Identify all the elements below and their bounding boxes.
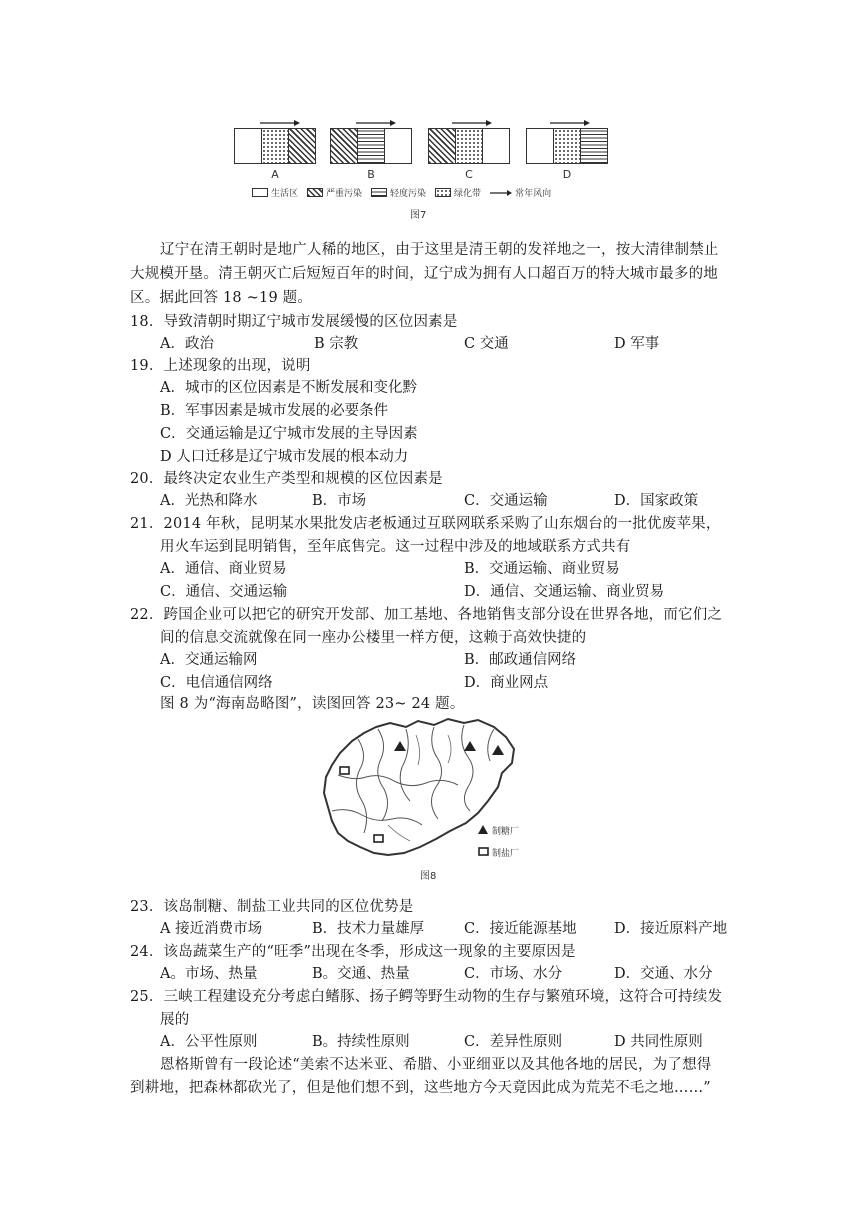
q23-option-a: A 接近消费市场 [160, 921, 263, 937]
q21-option-a: A．通信、商业贸易 [160, 561, 287, 577]
panel-label: D [562, 168, 572, 181]
panel-c [428, 128, 510, 164]
figure-8-map [318, 715, 540, 885]
figure-8-caption: 图8 [420, 871, 437, 882]
question-23-stem: 23．该岛制糖、制盐工业共同的区位优势是 [130, 899, 414, 915]
q21-option-b: B．交通运输、商业贸易 [464, 561, 620, 577]
q25-option-d: D 共同性原则 [614, 1034, 703, 1050]
q22-option-c: C．电信通信网络 [160, 675, 273, 691]
figure-7-legend [252, 186, 560, 199]
q21-option-c: C．通信、交通运输 [160, 584, 288, 600]
hainan-island-map [318, 715, 540, 865]
question-21-stem-cont: 用火车运到昆明销售，至年底售完。这一过程中涉及的地域联系方式共有 [160, 539, 631, 555]
legend-live: 生活区 [271, 189, 299, 199]
q25-option-c: C．差异性原则 [464, 1034, 563, 1050]
question-20-stem: 20．最终决定农业生产类型和规模的区位因素是 [130, 471, 443, 487]
closing-line: 到耕地，把森林都砍光了，但是他们想不到，这些地方今天竟因此成为荒芜不毛之地……” [130, 1080, 711, 1096]
sugar-factory-icon [464, 741, 476, 751]
legend-wind: 常年风向 [515, 189, 552, 199]
wind-arrow-icon [550, 120, 590, 126]
question-18-stem: 18．导致清朝时期辽宁城市发展缓慢的区位因素是 [130, 314, 458, 330]
panel-label: A [271, 168, 279, 181]
question-25-stem-cont: 展的 [160, 1012, 190, 1028]
wind-arrow-icon [260, 120, 300, 126]
q25-option-a: A．公平性原则 [160, 1034, 258, 1050]
q21-option-d: D．通信、交通运输、商业贸易 [464, 584, 665, 600]
question-25-stem: 25．三峡工程建设充分考虑白鳍豚、扬子鳄等野生动物的生存与繁殖环境，这符合可持续发 [130, 989, 723, 1005]
q22-option-b: B．邮政通信网络 [464, 652, 577, 668]
arrow-icon [490, 190, 512, 196]
q24-option-c: C．市场、水分 [464, 966, 563, 982]
legend-light: 轻度污染 [390, 189, 427, 199]
question-19-stem: 19．上述现象的出现，说明 [130, 358, 311, 374]
intro-line: 区。据此回答 18 ~19 题。 [130, 290, 313, 306]
q23-option-c: C．接近能源基地 [464, 921, 577, 937]
question-24-stem: 24．该岛蔬菜生产的“旺季”出现在冬季，形成这一现象的主要原因是 [130, 944, 576, 960]
q20-option-d: D．国家政策 [614, 493, 699, 509]
q24-option-d: D．交通、水分 [614, 966, 713, 982]
panel-a [234, 128, 316, 164]
question-22-stem: 22．跨国企业可以把它的研究开发部、加工基地、各地销售支部分设在世界各地，而它们之 [130, 607, 723, 623]
q24-option-b: B。交通、热量 [312, 966, 410, 982]
panel-label: C [465, 168, 473, 181]
panel-b [330, 128, 412, 164]
q18-option-a: A．政治 [160, 336, 214, 352]
wind-arrow-icon [452, 120, 492, 126]
panel-d [526, 128, 608, 164]
legend-salt-factory: 制盐厂 [492, 849, 520, 859]
q25-option-b: B。持续性原则 [312, 1034, 410, 1050]
q19-option-b: B．军事因素是城市发展的必要条件 [160, 403, 389, 419]
q23-option-d: D．接近原料产地 [614, 921, 728, 937]
sugar-factory-icon [492, 745, 504, 755]
figure-8-intro: 图 8 为“海南岛略图”，读图回答 23~ 24 题。 [160, 696, 465, 712]
legend-sugar-factory: 制糖厂 [492, 827, 520, 837]
q22-option-a: A．交通运输网 [160, 652, 258, 668]
sugar-factory-legend-icon [478, 825, 488, 834]
intro-line: 大规模开垦。清王朝灭亡后短短百年的时间，辽宁成为拥有人口超百万的特大城市最多的地 [130, 266, 718, 282]
closing-line: 恩格斯曾有一段论述“美索不达米亚、希腊、小亚细亚以及其他各地的居民，为了想得 [160, 1057, 712, 1073]
q23-option-b: B．技术力量雄厚 [312, 921, 425, 937]
figure-7-caption: 图7 [410, 210, 427, 221]
question-21-stem: 21．2014 年秋，昆明某水果批发店老板通过互联网联系采购了山东烟台的一批优废苹果， [130, 516, 721, 532]
q20-option-b: B．市场 [312, 493, 367, 509]
q19-option-d: D 人口迁移是辽宁城市发展的根本动力 [160, 449, 409, 465]
wind-arrow-icon [356, 120, 396, 126]
q19-option-c: C．交通运输是辽宁城市发展的主导因素 [160, 426, 418, 442]
q24-option-a: A。市场、热量 [160, 966, 258, 982]
q20-option-a: A．光热和降水 [160, 493, 258, 509]
q18-option-b: B 宗教 [314, 336, 359, 352]
q18-option-d: D 军事 [614, 336, 660, 352]
q20-option-c: C．交通运输 [464, 493, 548, 509]
question-22-stem-cont: 间的信息交流就像在同一座办公楼里一样方便，这赖于高效快捷的 [160, 630, 587, 646]
sugar-factory-icon [394, 741, 406, 751]
panel-label: B [367, 168, 375, 181]
q18-option-c: C 交通 [464, 336, 509, 352]
intro-line: 辽宁在清王朝时是地广人稀的地区，由于这里是清王朝的发祥地之一，按大清律制禁止 [160, 242, 719, 258]
legend-heavy: 严重污染 [326, 189, 363, 199]
q19-option-a: A．城市的区位因素是不断发展和变化黔 [160, 380, 417, 396]
salt-factory-icon [340, 767, 349, 774]
figure-7 [230, 118, 620, 222]
salt-factory-icon [374, 835, 383, 842]
salt-factory-legend-icon [478, 847, 489, 856]
legend-green: 绿化带 [454, 189, 482, 199]
q22-option-d: D．商业网点 [464, 675, 549, 691]
